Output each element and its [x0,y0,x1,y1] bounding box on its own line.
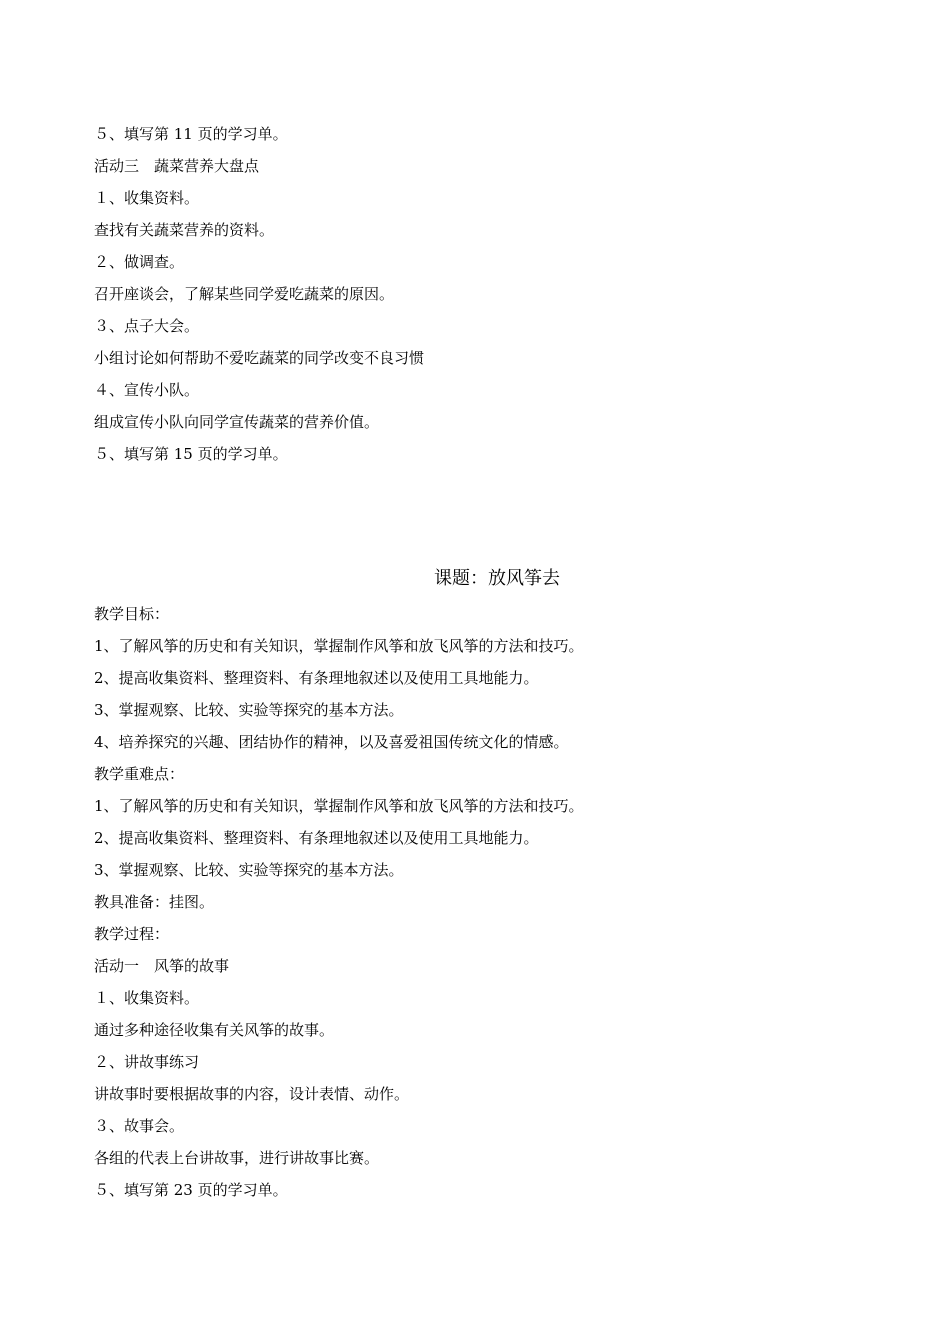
text-line: 各组的代表上台讲故事，进行讲故事比赛。 [94,1149,380,1167]
text-line: 查找有关蔬菜营养的资料。 [94,221,275,239]
text-line: 讲故事时要根据故事的内容，设计表情、动作。 [94,1085,410,1103]
text-line: 2、提高收集资料、整理资料、有条理地叙述以及使用工具地能力。 [94,829,539,847]
text-line: 2、提高收集资料、整理资料、有条理地叙述以及使用工具地能力。 [94,669,539,687]
text-line: ２、讲故事练习 [94,1053,200,1071]
text-line: ３、点子大会。 [94,317,200,335]
section-heading: 教学重难点： [94,765,185,783]
activity-heading: 活动一 风筝的故事 [94,957,230,975]
text-line: 3、掌握观察、比较、实验等探究的基本方法。 [94,861,404,879]
text-line: ３、故事会。 [94,1117,185,1135]
text-line: 召开座谈会，了解某些同学爱吃蔬菜的原因。 [94,285,395,303]
section-heading: 教学目标： [94,605,170,623]
text-line: １、收集资料。 [94,189,200,207]
text-line: 4、培养探究的兴趣、团结协作的精神，以及喜爱祖国传统文化的情感。 [94,733,569,751]
text-line: 小组讨论如何帮助不爱吃蔬菜的同学改变不良习惯 [94,349,425,367]
text-line: 1、了解风筝的历史和有关知识，掌握制作风筝和放飞风筝的方法和技巧。 [94,797,584,815]
text-line: 1、了解风筝的历史和有关知识，掌握制作风筝和放飞风筝的方法和技巧。 [94,637,584,655]
text-line: １、收集资料。 [94,989,200,1007]
text-line: 组成宣传小队向同学宣传蔬菜的营养价值。 [94,413,380,431]
activity-heading: 活动三 蔬菜营养大盘点 [94,157,260,175]
section-heading: 教学过程： [94,925,170,943]
text-line: ５、填写第 23 页的学习单。 [94,1181,288,1199]
text-line: 通过多种途径收集有关风筝的故事。 [94,1021,335,1039]
text-line: 教具准备：挂图。 [94,893,215,911]
text-line: ４、宣传小队。 [94,381,200,399]
text-line: 3、掌握观察、比较、实验等探究的基本方法。 [94,701,404,719]
text-line: ５、填写第 15 页的学习单。 [94,445,288,463]
text-line: ５、填写第 11 页的学习单。 [94,125,288,143]
text-line: ２、做调查。 [94,253,185,271]
lesson-title: 课题：放风筝去 [434,568,560,589]
